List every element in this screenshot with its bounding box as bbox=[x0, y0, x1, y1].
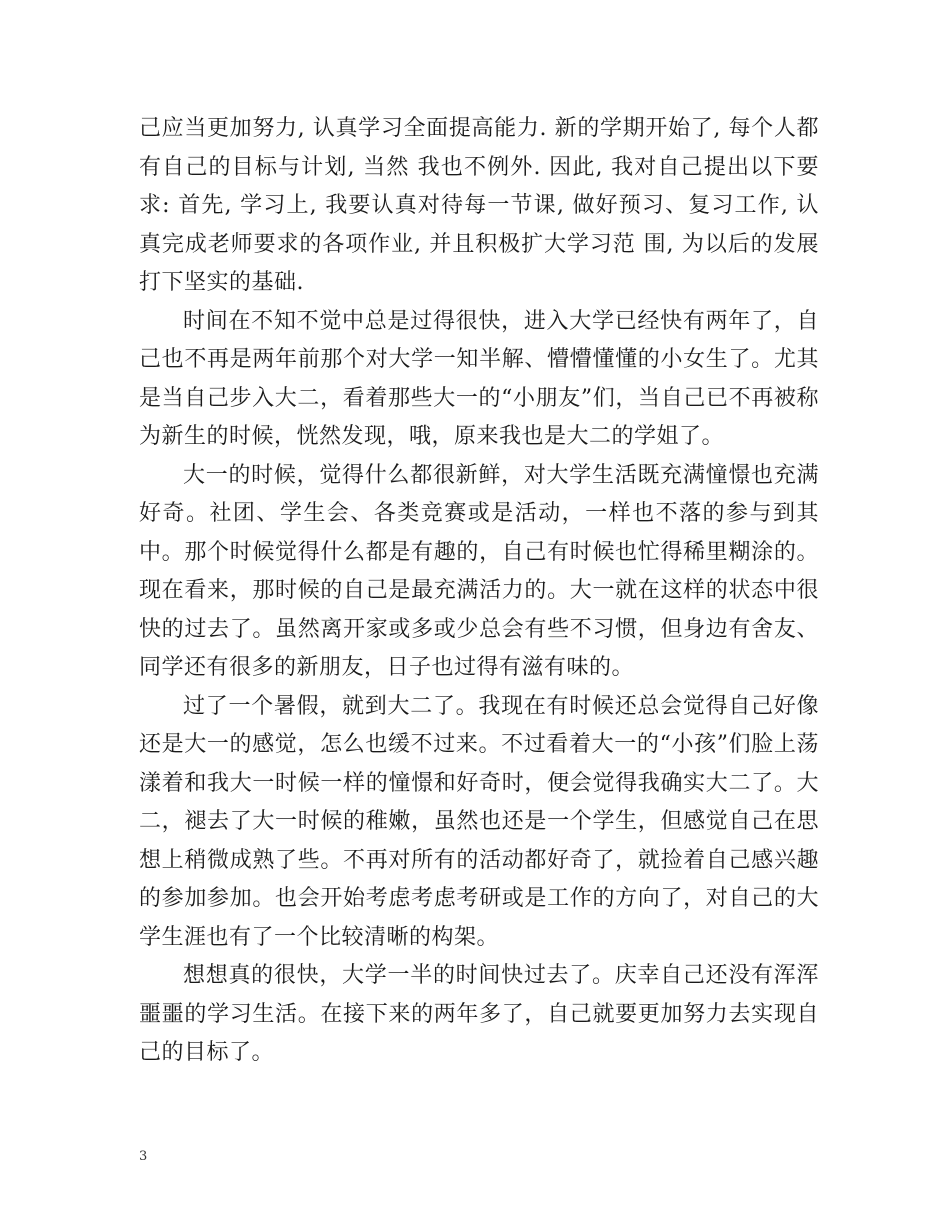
body-text bbox=[139, 110, 819, 1073]
paragraph-5: 想想真的很快，大学一半的时间快过去了。庆幸自己还没有浑浑噩噩的学习生活。在接下来的两年多了，自己就要更加努力去实现自己的目标了。 bbox=[139, 963, 819, 1065]
paragraph-2: 时间在不知不觉中总是过得很快，进入大学已经快有两年了，自己也不再是两年前那个对大学一知半解、懵懵懂懂的小女生了。尤其是当自己步入大二，看着那些大一的“小朋友”们，当自己已不再被称为新生的时候，恍然发现，哦，原来我也是大二的学姐了。 bbox=[139, 308, 819, 449]
page-number: 3 bbox=[139, 1149, 148, 1164]
paragraph-1: 己应当更加努力, 认真学习全面提高能力. 新的学期开始了, 每个人都有自己的目标与计划, 当然 我也不例外. 因此, 我对自己提出以下要求: 首先, 学习上, 我要认真对待每一节课, 做好预习、复习工作, 认真完成老师要求的各项作业, 并且积极扩大学习范 围, 为以后的发展打下坚实的基础. bbox=[139, 116, 819, 295]
paragraph-4: 过了一个暑假，就到大二了。我现在有时候还总会觉得自己好像还是大一的感觉，怎么也缓不过来。不过看着大一的“小孩”们脸上荡漾着和我大一时候一样的憧憬和好奇时，便会觉得我确实大二了。大二，褪去了大一时候的稚嫩，虽然也还是一个学生，但感觉自己在思想上稍微成熟了些。不再对所有的活动都好奇了，就捡着自己感兴趣的参加参加。也会开始考虑考虑考研或是工作的方向了，对自己的大学生涯也有了一个比较清晰的构架。 bbox=[139, 693, 819, 950]
paragraph-3: 大一的时候，觉得什么都很新鲜，对大学生活既充满憧憬也充满好奇。社团、学生会、各类竞赛或是活动，一样也不落的参与到其中。那个时候觉得什么都是有趣的，自己有时候也忙得稀里糊涂的。现在看来，那时候的自己是最充满活力的。大一就在这样的状态中很快的过去了。虽然离开家或多或少总会有些不习惯，但身边有舍友、同学还有很多的新朋友，日子也过得有滋有味的。 bbox=[139, 462, 819, 680]
